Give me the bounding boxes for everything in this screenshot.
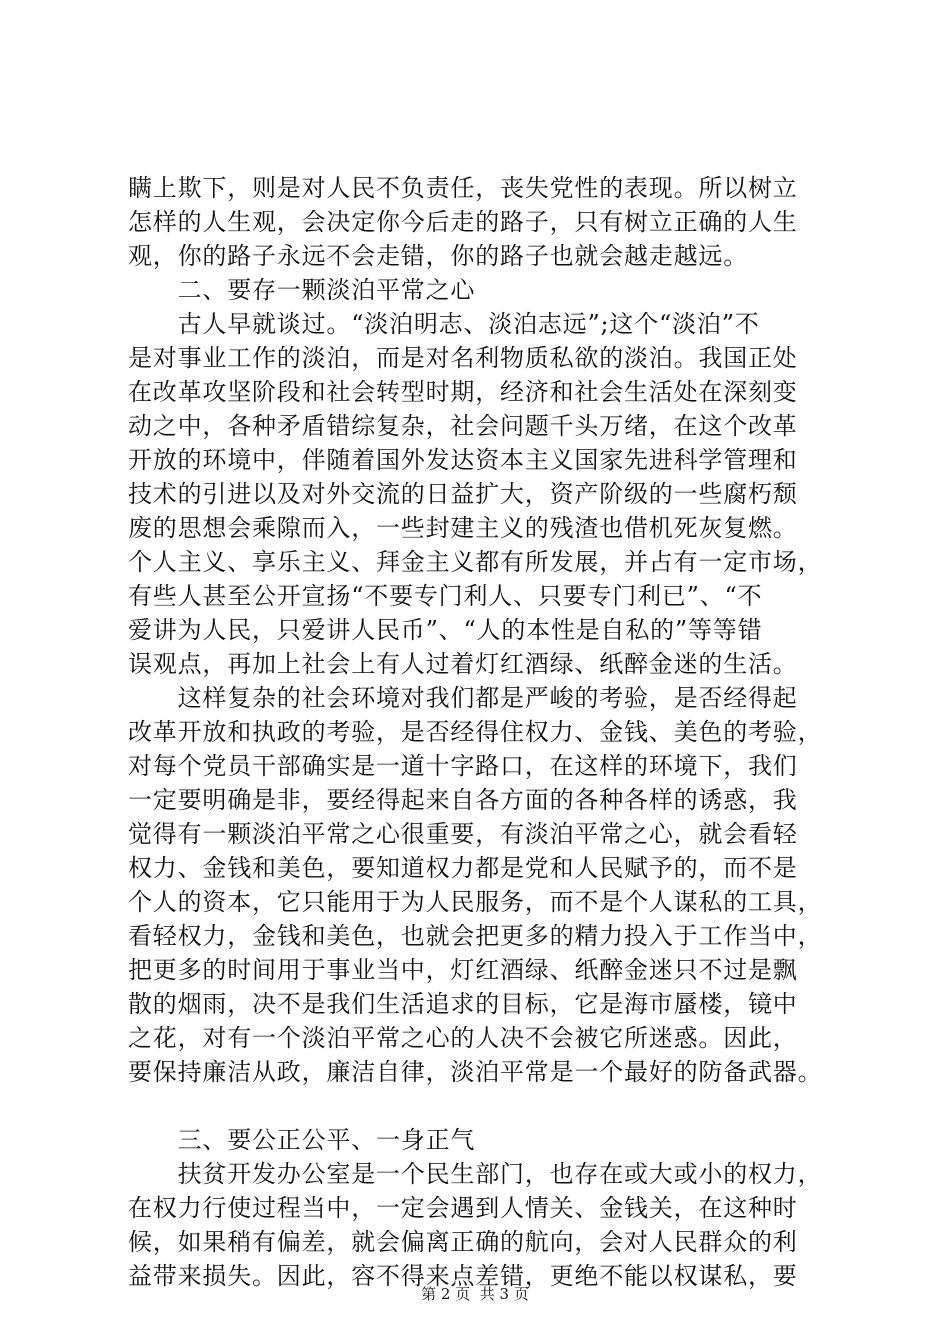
text-line: 技术的引进以及对外交流的日益扩大，资产阶级的一些腐朽颓 [128, 480, 798, 508]
text-line: 个人主义、享乐主义、拜金主义都有所发展，并占有一定市场， [128, 548, 823, 576]
text-line: 对每个党员干部确实是一道十字路口，在这样的环境下，我们 [128, 752, 798, 780]
text-line: 权力、金钱和美色，要知道权力都是党和人民赋予的，而不是 [128, 854, 798, 882]
text-line: 个人的资本，它只能用于为人民服务，而不是个人谋私的工具， [128, 888, 823, 916]
text-line: 散的烟雨，决不是我们生活追求的目标，它是海市蜃楼，镜中 [128, 990, 798, 1018]
text-line: 候，如果稍有偏差，就会偏离正确的航向，会对人民群众的利 [128, 1228, 798, 1256]
blank-line [128, 1089, 848, 1123]
text-line: 一定要明确是非，要经得起来自各方面的各种各样的诱惑，我 [128, 786, 798, 814]
document-body [128, 171, 848, 1293]
text-line: 爱讲为人民，只爱讲人民币”、“人的本性是自私的”等等错 [128, 616, 763, 644]
text-line: 动之中，各种矛盾错综复杂，社会问题千头万绪，在这个改革 [128, 412, 798, 440]
page-footer: 第 2 页 共 3 页 [421, 1285, 529, 1303]
text-line: 要保持廉洁从政，廉洁自律，淡泊平常是一个最好的防备武器。 [128, 1058, 823, 1086]
text-line: 三、要公正公平、一身正气 [128, 1126, 476, 1154]
text-line: 瞒上欺下，则是对人民不负责任，丧失党性的表现。所以树立 [128, 174, 798, 202]
text-line: 在改革攻坚阶段和社会转型时期，经济和社会生活处在深刻变 [128, 378, 798, 406]
text-line: 把更多的时间用于事业当中，灯红酒绿、纸醉金迷只不过是飘 [128, 956, 798, 984]
text-line: 怎样的人生观，会决定你今后走的路子，只有树立正确的人生 [128, 208, 798, 236]
text-line: 看轻权力，金钱和美色，也就会把更多的精力投入于工作当中， [128, 922, 823, 950]
text-line: 之花，对有一个淡泊平常之心的人决不会被它所迷惑。因此， [128, 1024, 798, 1052]
text-line: 扶贫开发办公室是一个民生部门，也存在或大或小的权力， [128, 1160, 823, 1188]
text-line: 观，你的路子永远不会走错，你的路子也就会越走越远。 [128, 242, 748, 270]
text-line: 误观点，再加上社会上有人过着灯红酒绿、纸醉金迷的生活。 [128, 650, 798, 678]
text-line: 开放的环境中，伴随着国外发达资本主义国家先进科学管理和 [128, 446, 798, 474]
text-line: 有些人甚至公开宣扬“不要专门利人、只要专门利已”、“不 [128, 582, 763, 610]
text-line: 这样复杂的社会环境对我们都是严峻的考验，是否经得起 [128, 684, 798, 712]
text-line: 觉得有一颗淡泊平常之心很重要，有淡泊平常之心，就会看轻 [128, 820, 798, 848]
text-line: 改革开放和执政的考验，是否经得住权力、金钱、美色的考验， [128, 718, 823, 746]
text-line: 益带来损失。因此，容不得来点差错，更绝不能以权谋私，要 [128, 1262, 798, 1290]
text-line: 古人早就谈过。“淡泊明志、淡泊志远”;这个“淡泊”不 [128, 310, 760, 338]
text-line: 在权力行使过程当中，一定会遇到人情关、金钱关，在这种时 [128, 1194, 798, 1222]
text-line: 是对事业工作的淡泊，而是对名利物质私欲的淡泊。我国正处 [128, 344, 798, 372]
text-line: 废的思想会乘隙而入，一些封建主义的残渣也借机死灰复燃。 [128, 514, 798, 542]
text-line: 二、要存一颗淡泊平常之心 [128, 276, 476, 304]
